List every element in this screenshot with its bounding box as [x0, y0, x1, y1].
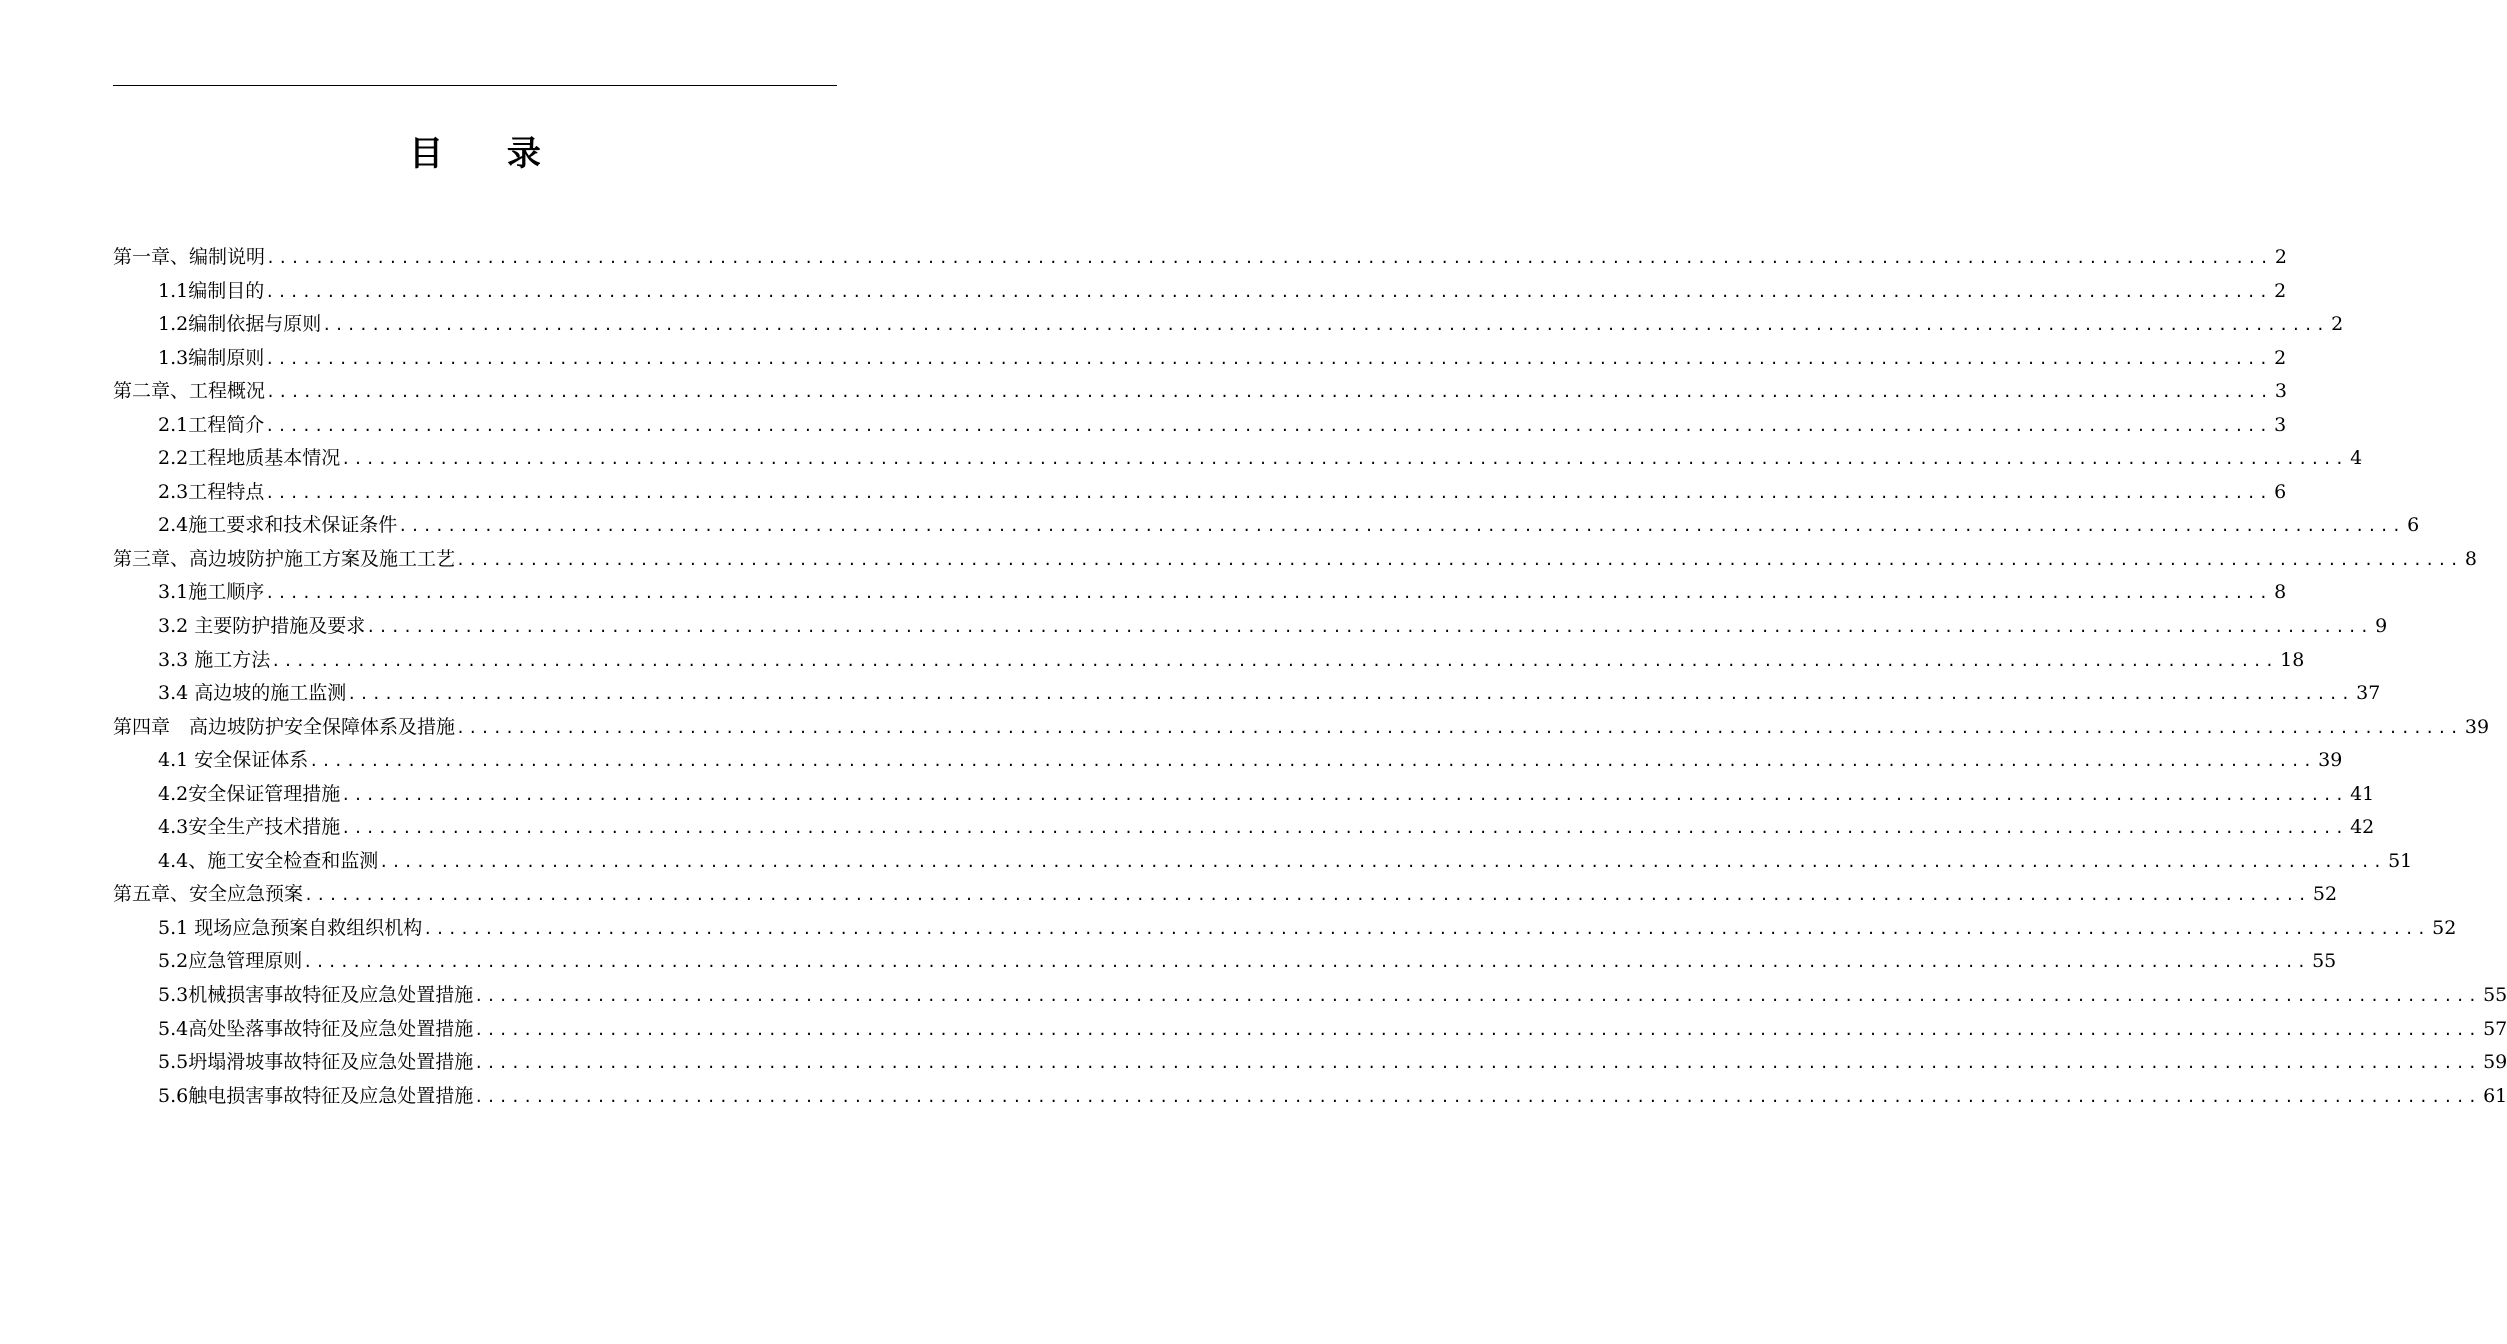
toc-entry-title: 4.2安全保证管理措施 [158, 782, 341, 805]
toc-entry-title: 第三章、高边坡防护施工方案及施工工艺 [113, 547, 456, 570]
toc-chapter-entry[interactable] [113, 878, 2338, 912]
toc-page-number: 2 [2274, 346, 2287, 369]
toc-dot-leader: .................................................................................................................................................................... [303, 953, 2310, 972]
toc-entry-title: 5.2应急管理原则 [158, 950, 303, 973]
toc-dot-leader: .................................................................................................................................................................... [265, 416, 2272, 435]
toc-page-number: 3 [2274, 380, 2287, 403]
toc-dot-leader: .................................................................................................................................................................... [341, 819, 2348, 838]
toc-entry-title: 第二章、工程概况 [113, 380, 266, 403]
toc-section-entry[interactable] [113, 342, 2287, 376]
toc-chapter-entry[interactable] [113, 543, 2477, 577]
toc-dot-leader: .................................................................................................................................................................... [265, 349, 2272, 368]
toc-page-number: 9 [2375, 615, 2388, 638]
toc-page-number: 57 [2483, 1017, 2507, 1040]
toc-section-entry[interactable] [113, 576, 2287, 610]
toc-entry-title: 第四章 高边坡防护安全保障体系及措施 [113, 715, 456, 738]
toc-section-entry[interactable] [113, 308, 2344, 342]
toc-section-entry[interactable] [113, 1080, 2507, 1114]
toc-page-number: 59 [2483, 1051, 2507, 1074]
toc-page-number: 39 [2318, 749, 2343, 772]
toc-chapter-entry[interactable] [113, 711, 2490, 745]
toc-dot-leader: .................................................................................................................................................................... [266, 249, 2272, 267]
toc-section-entry[interactable] [113, 811, 2375, 845]
toc-entry-title: 5.5坍塌滑坡事故特征及应急处置措施 [158, 1051, 474, 1074]
toc-page-number: 18 [2280, 648, 2305, 671]
toc-entry-title: 1.3编制原则 [158, 346, 265, 369]
toc-page-number: 2 [2274, 246, 2287, 268]
toc-dot-leader: .................................................................................................................................................................... [309, 752, 2316, 771]
table-of-contents [113, 241, 2507, 1113]
toc-section-entry[interactable] [113, 1046, 2507, 1080]
toc-section-entry[interactable] [113, 845, 2413, 879]
toc-dot-leader: .................................................................................................................................................................... [456, 550, 2462, 569]
toc-dot-leader: .................................................................................................................................................................... [265, 282, 2272, 301]
toc-page-number: 41 [2350, 782, 2375, 805]
toc-entry-title: 3.1施工顺序 [158, 581, 265, 604]
toc-page-number: 3 [2274, 413, 2287, 436]
toc-entry-title: 5.6触电损害事故特征及应急处置措施 [158, 1084, 474, 1107]
toc-dot-leader: .................................................................................................................................................................... [265, 584, 2272, 603]
toc-section-entry[interactable] [113, 509, 2420, 543]
toc-dot-leader: .................................................................................................................................................................... [341, 450, 2348, 469]
toc-dot-leader: .................................................................................................................................................................... [474, 1054, 2481, 1073]
toc-section-entry[interactable] [113, 442, 2363, 476]
toc-entry-title: 5.3机械损害事故特征及应急处置措施 [158, 984, 474, 1007]
toc-dot-leader: .................................................................................................................................................................... [398, 517, 2405, 536]
header-rule [113, 85, 837, 86]
toc-entry-title: 3.3 施工方法 [158, 648, 271, 671]
toc-section-entry[interactable] [113, 1013, 2507, 1047]
toc-entry-title: 2.2工程地质基本情况 [158, 447, 341, 470]
toc-dot-leader: .................................................................................................................................................................... [474, 987, 2481, 1006]
toc-entry-title: 1.1编制目的 [158, 279, 265, 302]
toc-entry-title: 5.1 现场应急预案自救组织机构 [158, 916, 423, 939]
toc-dot-leader: .................................................................................................................................................................... [341, 785, 2348, 804]
toc-dot-leader: .................................................................................................................................................................... [379, 852, 2386, 871]
toc-dot-leader: .................................................................................................................................................................... [347, 685, 2354, 704]
toc-page-number: 6 [2274, 480, 2287, 503]
toc-dot-leader: .................................................................................................................................................................... [474, 1087, 2481, 1106]
toc-section-entry[interactable] [113, 409, 2287, 443]
toc-page-number: 52 [2312, 883, 2338, 906]
page-title: 目 录 [409, 134, 567, 174]
toc-dot-leader: .................................................................................................................................................................... [366, 618, 2373, 637]
toc-page-number: 37 [2356, 682, 2381, 705]
toc-section-entry[interactable] [113, 979, 2507, 1013]
toc-entry-title: 4.4、施工安全检查和监测 [158, 849, 379, 872]
toc-dot-leader: .................................................................................................................................................................... [266, 383, 2272, 402]
toc-dot-leader: .................................................................................................................................................................... [456, 718, 2462, 737]
toc-entry-title: 第一章、编制说明 [113, 246, 266, 268]
toc-section-entry[interactable] [113, 677, 2381, 711]
toc-section-entry[interactable] [113, 610, 2388, 644]
toc-section-entry[interactable] [113, 945, 2337, 979]
toc-section-entry[interactable] [113, 275, 2287, 309]
toc-page-number: 2 [2331, 313, 2344, 336]
toc-entry-title: 2.3工程特点 [158, 480, 265, 503]
toc-page-number: 6 [2407, 514, 2420, 537]
toc-section-entry[interactable] [113, 744, 2343, 778]
toc-page-number: 55 [2483, 984, 2507, 1007]
toc-entry-title: 3.2 主要防护措施及要求 [158, 615, 366, 638]
toc-page-number: 52 [2432, 916, 2457, 939]
toc-section-entry[interactable] [113, 476, 2287, 510]
toc-entry-title: 第五章、安全应急预案 [113, 883, 304, 906]
toc-page-number: 61 [2483, 1084, 2507, 1107]
toc-dot-leader: .................................................................................................................................................................... [265, 483, 2272, 502]
toc-page-number: 8 [2464, 547, 2477, 570]
toc-page-number: 8 [2274, 581, 2287, 604]
toc-chapter-entry[interactable] [113, 241, 2287, 275]
toc-entry-title: 1.2编制依据与原则 [158, 313, 322, 336]
toc-dot-leader: .................................................................................................................................................................... [322, 316, 2329, 335]
toc-chapter-entry[interactable] [113, 375, 2287, 409]
toc-page-number: 39 [2464, 715, 2490, 738]
toc-dot-leader: .................................................................................................................................................................... [423, 919, 2430, 938]
toc-page-number: 4 [2350, 447, 2363, 470]
toc-page-number: 42 [2350, 816, 2375, 839]
toc-entry-title: 4.1 安全保证体系 [158, 749, 309, 772]
toc-entry-title: 2.1工程简介 [158, 413, 265, 436]
toc-page-number: 2 [2274, 279, 2287, 302]
toc-entry-title: 5.4高处坠落事故特征及应急处置措施 [158, 1017, 474, 1040]
toc-page-number: 51 [2388, 849, 2413, 872]
toc-entry-title: 3.4 高边坡的施工监测 [158, 682, 347, 705]
toc-section-entry[interactable] [113, 912, 2457, 946]
toc-dot-leader: .................................................................................................................................................................... [474, 1020, 2481, 1039]
toc-entry-title: 2.4施工要求和技术保证条件 [158, 514, 398, 537]
toc-dot-leader: .................................................................................................................................................................... [271, 651, 2278, 670]
toc-dot-leader: .................................................................................................................................................................... [304, 886, 2310, 905]
toc-entry-title: 4.3安全生产技术措施 [158, 816, 341, 839]
toc-section-entry[interactable] [113, 778, 2375, 812]
toc-page-number: 55 [2312, 950, 2337, 973]
toc-section-entry[interactable] [113, 644, 2305, 678]
